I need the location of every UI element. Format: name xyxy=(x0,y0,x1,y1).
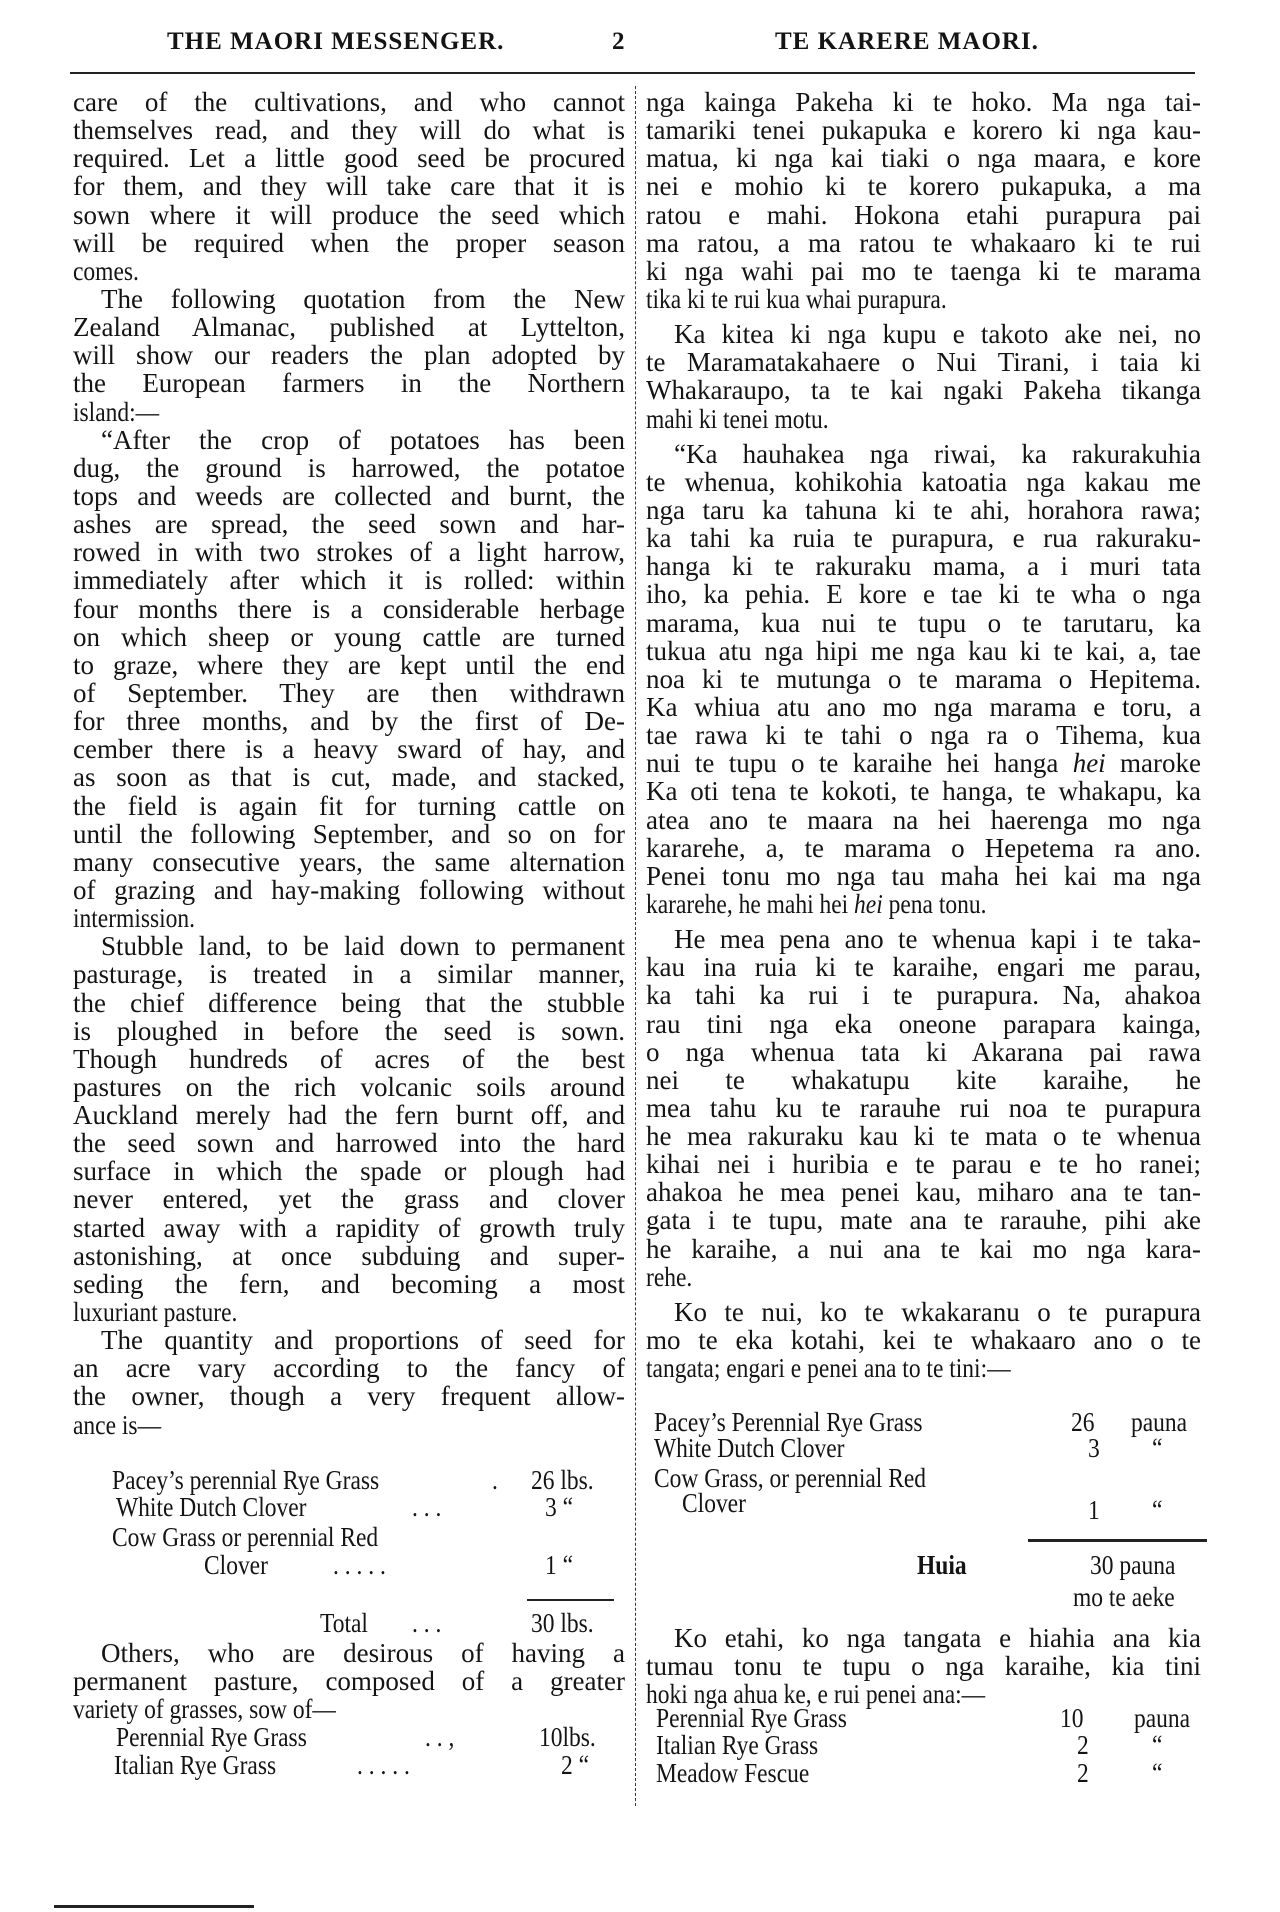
dot-leader: . . . xyxy=(412,1492,442,1522)
paragraph xyxy=(646,1298,1201,1382)
total-label: Total xyxy=(320,1608,368,1638)
total-qty: 30 pauna xyxy=(1090,1550,1176,1580)
text-line: comes. xyxy=(73,255,139,286)
seed-item: Pacey’s perennial Rye Grass xyxy=(112,1465,380,1495)
text-line: an acre vary according to the fancy of xyxy=(73,1353,625,1384)
text-line: ratou e mahi. Hokona etahi purapura pai xyxy=(646,199,1201,230)
text-line: of September. They are then withdrawn xyxy=(73,677,625,708)
seed-item: White Dutch Clover xyxy=(116,1492,307,1522)
text-line: noa ki te mutunga o te marama o Hepitema. xyxy=(646,663,1201,694)
text-line: Though hundreds of acres of the best xyxy=(73,1043,625,1074)
paragraph xyxy=(646,440,1201,918)
seed-item: Clover xyxy=(204,1550,268,1580)
maori-others-paragraph xyxy=(646,1624,1201,1708)
seed-qty: 3 xyxy=(1088,1433,1100,1463)
seed-item: Meadow Fescue xyxy=(656,1758,810,1788)
text-line: tops and weeds are collected and burnt, the xyxy=(73,480,625,511)
text-line: Penei tonu mo nga tau maha hei kai ma nga xyxy=(646,860,1201,891)
text-line: Auckland merely had the fern burnt off, and xyxy=(73,1100,625,1131)
text-line: Ka oti tena te kokoti, te hanga, te whakapu, ka xyxy=(646,776,1201,807)
text-line: matua, ki nga kai tiaki o nga maara, e kore xyxy=(646,143,1201,174)
text-line: tae rawa ki te tahi o nga ra o Tihema, kua xyxy=(646,720,1201,751)
text-line: kararehe, a, te marama o Hepetema ra ano. xyxy=(646,832,1201,863)
text-line: started away with a rapidity of growth truly xyxy=(73,1212,625,1243)
total-label: Huia xyxy=(917,1550,967,1580)
seed-qty: 26 lbs. xyxy=(531,1465,594,1495)
seed-unit: “ xyxy=(1152,1495,1163,1525)
seed-item: Pacey’s Perennial Rye Grass xyxy=(654,1407,923,1437)
text-line: ka tahi ka rui i te purapura. Na, ahakoa xyxy=(646,980,1201,1011)
text-line: ma ratou, a ma ratou te whakaaro ki te rui xyxy=(646,227,1201,258)
text-line: Zealand Almanac, published at Lyttelton, xyxy=(73,312,625,343)
seed-qty: 1 “ xyxy=(545,1550,574,1580)
text-line: hanga ki te rakuraku mama, a i muri tata xyxy=(646,551,1201,582)
text-line: sown where it will produce the seed which xyxy=(73,199,625,230)
seed-item: Clover xyxy=(682,1488,746,1518)
seed-item: Cow Grass or perennial Red xyxy=(112,1522,379,1552)
text-line: the owner, though a very frequent allow- xyxy=(73,1381,625,1412)
column-divider xyxy=(635,86,636,1806)
text-line: nga taru ka tahuna ki te ahi, horahora rawa; xyxy=(646,494,1201,525)
masthead-english: THE MAORI MESSENGER. xyxy=(167,28,505,55)
text-line: Ka whiua atu ano mo nga marama e toru, a xyxy=(646,691,1201,722)
text-line: nei te whakatupu kite karaihe, he xyxy=(646,1064,1201,1095)
text-line: ahakoa he mea penei kau, miharo ana te tan- xyxy=(646,1177,1201,1208)
text-line: astonishing, at once subduing and super- xyxy=(73,1240,625,1271)
text-line: Ko te nui, ko te wkakaranu o te purapura xyxy=(674,1296,1201,1327)
text-line: rehe. xyxy=(646,1261,693,1292)
text-line: is ploughed in before the seed is sown. xyxy=(73,1015,625,1046)
text-line: Ko etahi, ko nga tangata e hiahia ana kia xyxy=(674,1623,1201,1653)
text-line: The following quotation from the New xyxy=(101,283,625,314)
text-line: atea ano te maara na hei haerenga mo nga xyxy=(646,804,1201,835)
text-line: for three months, and by the first of De- xyxy=(73,706,625,737)
text-line: Whakaraupo, ta te kai ngaki Pakeha tikanga xyxy=(646,375,1201,406)
text-line: kau ina ruia ki te karaihe, engari me parau, xyxy=(646,952,1201,983)
seed-qty: 2 xyxy=(1077,1758,1089,1788)
seed-item: Italian Rye Grass xyxy=(656,1730,819,1760)
text-line: island:— xyxy=(73,396,160,427)
seed-item: Perennial Rye Grass xyxy=(656,1703,847,1733)
text-line: dug, the ground is harrowed, the potatoe xyxy=(73,452,625,483)
text-line: Others, who are desirous of having a xyxy=(101,1638,625,1668)
header-rule xyxy=(70,72,1195,74)
seed-unit: “ xyxy=(1152,1730,1163,1760)
text-line: on which sheep or young cattle are turned xyxy=(73,621,625,652)
text-line: “Ka hauhakea nga riwai, ka rakurakuhia xyxy=(674,438,1201,469)
paragraph xyxy=(646,88,1201,313)
text-line: mahi ki tenei motu. xyxy=(646,403,829,434)
text-line: tamariki tenei pukapuka e korero ki nga kau- xyxy=(646,115,1201,146)
text-line: mo te eka kotahi, kei te whakaaro ano o te xyxy=(646,1325,1201,1356)
text-line: will be required when the proper season xyxy=(73,227,625,258)
text-line: the field is again fit for turning cattle on xyxy=(73,790,625,821)
text-line: care of the cultivations, and who cannot xyxy=(73,87,625,117)
dot-leader: . . . . . xyxy=(357,1750,410,1780)
seed-qty: 2 “ xyxy=(561,1750,590,1780)
dot-leader: . . . . . xyxy=(333,1550,386,1580)
masthead-maori: TE KARERE MAORI. xyxy=(775,28,1039,55)
paragraph xyxy=(73,1639,625,1723)
maori-column xyxy=(646,88,1201,1382)
text-line: te whenua, kohikohia katoatia nga kakau me xyxy=(646,466,1201,497)
text-line: marama, kua nui te tupu o te tarutaru, ka xyxy=(646,607,1201,638)
seed-qty: 26 xyxy=(1071,1407,1095,1437)
dot-leader: . . , xyxy=(425,1722,455,1752)
text-line: ka tahi ka ruia te purapura, e rua rakuraku- xyxy=(646,523,1201,554)
seed-unit: pauna xyxy=(1131,1407,1188,1437)
paragraph xyxy=(646,1624,1201,1708)
text-line: intermission. xyxy=(73,903,196,934)
seed-qty: 2 xyxy=(1077,1730,1089,1760)
text-line: to graze, where they are kept until the end xyxy=(73,649,625,680)
text-line: mea tahu ku te rarauhe rui noa te purapura xyxy=(646,1092,1201,1123)
text-line: never entered, yet the grass and clover xyxy=(73,1184,625,1215)
text-line: nga kainga Pakeha ki te hoko. Ma nga tai- xyxy=(646,87,1201,117)
text-line: pastures on the rich volcanic soils around xyxy=(73,1071,625,1102)
text-line: variety of grasses, sow of— xyxy=(73,1694,336,1725)
seed-unit: “ xyxy=(1152,1758,1163,1788)
text-line: luxuriant pasture. xyxy=(73,1297,238,1328)
seed-unit: “ xyxy=(1152,1433,1163,1463)
paragraph xyxy=(646,320,1201,433)
paragraph xyxy=(73,285,625,426)
text-line: until the following September, and so on for xyxy=(73,818,625,849)
text-line: ashes are spread, the seed sown and har- xyxy=(73,509,625,540)
text-line: he karaihe, a nui ana te kai mo nga kara- xyxy=(646,1233,1201,1264)
text-line: The quantity and proportions of seed for xyxy=(101,1325,625,1356)
text-line: four months there is a considerable herbage xyxy=(73,593,625,624)
footer-rule xyxy=(54,1905,254,1908)
text-line: will show our readers the plan adopted by xyxy=(73,340,625,371)
text-line: cember there is a heavy sward of hay, and xyxy=(73,734,625,765)
text-line: tangata; engari e penei ana to te tini:— xyxy=(646,1353,1011,1384)
sum-rule xyxy=(1028,1539,1207,1542)
text-line: surface in which the spade or plough had xyxy=(73,1156,625,1187)
seed-item: Cow Grass, or perennial Red xyxy=(654,1463,927,1493)
paragraph xyxy=(73,1326,625,1439)
text-line: required. Let a little good seed be procured xyxy=(73,143,625,174)
text-line: te Maramatakahaere o Nui Tirani, i taia ki xyxy=(646,347,1201,378)
text-line: nei e mohio ki te korero pukapuka, a ma xyxy=(646,171,1201,202)
seed-item: Italian Rye Grass xyxy=(114,1750,277,1780)
seed-qty: 1 xyxy=(1088,1495,1100,1525)
text-line: rowed in with two strokes of a light harrow, xyxy=(73,537,625,568)
text-line: immediately after which it is rolled: within xyxy=(73,565,625,596)
text-line: iho, ka pehia. E kore e tae ki te wha o nga xyxy=(646,579,1201,610)
seed-item: White Dutch Clover xyxy=(654,1433,845,1463)
text-line: for them, and they will take care that it is xyxy=(73,171,625,202)
dot-leader: . . . xyxy=(412,1608,442,1638)
text-line: permanent pasture, composed of a greater xyxy=(73,1666,625,1697)
text-line: tukua atu nga hipi me nga kau ki te kai, a, tae xyxy=(646,635,1201,666)
paragraph xyxy=(73,426,625,933)
seed-qty: 10 xyxy=(1060,1703,1084,1733)
text-line: the European farmers in the Northern xyxy=(73,368,625,399)
total-qty: 30 lbs. xyxy=(531,1608,594,1638)
text-line: “After the crop of potatoes has been xyxy=(101,424,625,455)
seed-qty: 3 “ xyxy=(545,1492,574,1522)
text-line: hoki nga ahua ke, e rui penei ana:— xyxy=(646,1679,986,1710)
text-line: seding the fern, and becoming a most xyxy=(73,1268,625,1299)
text-line: as soon as that is cut, made, and stacked, xyxy=(73,762,625,793)
seed-qty: 10lbs. xyxy=(539,1722,596,1752)
text-line: the chief difference being that the stubble xyxy=(73,987,625,1018)
text-line: He mea pena ano te whenua kapi i te taka- xyxy=(674,924,1201,955)
text-line: he mea rakuraku kau ki te mata o te whenua xyxy=(646,1121,1201,1152)
paragraph xyxy=(73,932,625,1326)
english-column xyxy=(73,88,625,1439)
seed-item: Perennial Rye Grass xyxy=(116,1722,307,1752)
text-line: tika ki te rui kua whai purapura. xyxy=(646,283,947,314)
text-line: rau tini nga eka oneone parapara kainga, xyxy=(646,1008,1201,1039)
page-number: 2 xyxy=(612,28,626,55)
english-others-paragraph xyxy=(73,1639,625,1723)
text-line: of grazing and hay-making following without xyxy=(73,874,625,905)
text-line: nui te tupu o te karaihe hei hanga hei maroke xyxy=(646,748,1201,779)
text-line: tumau tonu te tupu o nga karaihe, kia tini xyxy=(646,1651,1201,1682)
text-line: kihai nei i huribia e te parau e te ho ranei; xyxy=(646,1149,1201,1180)
text-line: many consecutive years, the same alternation xyxy=(73,846,625,877)
text-line: gata i te tupu, mate ana te rarauhe, pihi ake xyxy=(646,1205,1201,1236)
dot-leader: . xyxy=(492,1465,498,1495)
text-line: pasturage, is treated in a similar manner, xyxy=(73,959,625,990)
text-line: o nga whenua tata ki Akarana pai rawa xyxy=(646,1036,1201,1067)
text-line: Stubble land, to be laid down to permanent xyxy=(101,931,625,962)
text-line: themselves read, and they will do what is xyxy=(73,115,625,146)
text-line: ki nga wahi pai mo te taenga ki te marama xyxy=(646,255,1201,286)
text-line: the seed sown and harrowed into the hard xyxy=(73,1128,625,1159)
seed-unit: pauna xyxy=(1134,1703,1191,1733)
total-note: mo te aeke xyxy=(1073,1582,1175,1612)
text-line: kararehe, he mahi hei hei pena tonu. xyxy=(646,888,987,919)
paragraph xyxy=(646,925,1201,1291)
sum-rule xyxy=(527,1599,614,1601)
paragraph xyxy=(73,88,625,285)
text-line: ance is— xyxy=(73,1409,162,1440)
text-line: Ka kitea ki nga kupu e takoto ake nei, no xyxy=(674,319,1201,350)
